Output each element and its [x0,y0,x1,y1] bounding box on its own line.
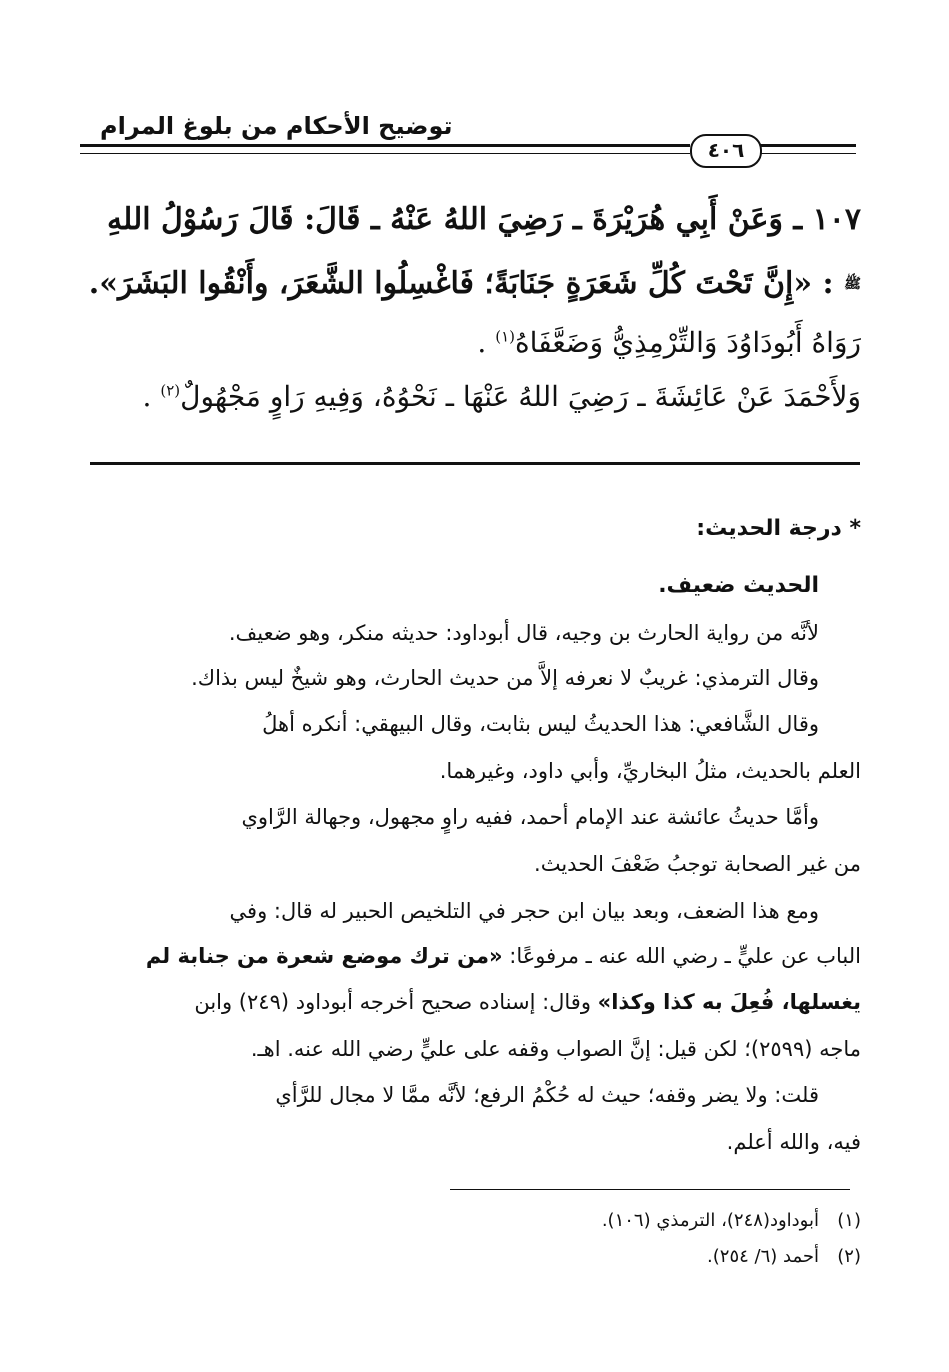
grade-line-3: وقال الشَّافعي: هذا الحديثُ ليس بثابت، وقال البيهقي: أنكره أهلُ [262,712,819,736]
footnote-1-number: (١) [837,1210,861,1231]
grade-line-11: قلت: ولا يضر وقفه؛ حيث له حُكْمُ الرفع؛ لأنَّه ممَّا لا مجال للرَّأي [275,1083,819,1107]
grade-line-8-plain: الباب عن عليٍّ ـ رضي الله عنه ـ مرفوعًا: [502,944,861,968]
grade-line-8-quote: «من ترك موضع شعرة من جنابة لم [145,944,503,968]
hadith-line-1 [107,202,861,237]
header-rule-right-thin [758,153,856,154]
footnote-ref-2: (٢) [160,381,181,400]
grade-line-1: لأنَّه من رواية الحارث بن وجيه، قال أبوداود: حديثه منكر، وهو ضعيف. [228,621,819,645]
footnote-2-text: أحمد (٦/ ٢٥٤). [707,1246,819,1267]
grade-line-9-plain: وقال: إسناده صحيح أخرجه أبوداود (٢٤٩) وابن [194,990,598,1014]
grade-line-10: ماجه (٢٥٩٩)؛ لكن قيل: إنَّ الصواب وقفه على عليٍّ رضي الله عنه. اهـ. [250,1037,861,1061]
grade-line-9-quote: يغسلها، فُعِلَ به كذا وكذا» [597,990,861,1014]
grade-verdict: الحديث ضعيف. [658,573,819,598]
period: . [142,380,161,413]
hadith-dash: ـ [782,202,803,237]
hadith-text-2: : «إِنَّ تَحْتَ كُلِّ شَعَرَةٍ جَنَابَةً؛ فَاغْسِلُوا الشَّعَرَ، وأَنْقُوا البَشَرَ». [88,266,834,301]
header-rule-right [758,144,856,147]
section-divider [90,462,860,465]
grade-heading: * درجة الحديث: [696,516,861,541]
period: . [477,326,496,359]
grade-line-9 [194,990,861,1014]
page-number: ٤٠٦ [690,134,762,168]
footnote-1-text: أبوداود(٢٤٨)، الترمذي (١٠٦). [601,1210,819,1231]
running-title: توضيح الأحكام من بلوغ المرام [100,112,453,140]
hadith-text-4: وَلأَحْمَدَ عَنْ عَائِشَةَ ـ رَضِيَ اللهُ عَنْهَا ـ نَحْوُهُ، وَفِيهِ رَاوٍ مَجْهُولٌ [180,380,861,413]
hadith-number: ١٠٧ [812,202,861,237]
grade-line-4: العلم بالحديث، مثلُ البخاريِّ، وأبي داود، وغيرهما. [439,759,861,783]
hadith-text-1: وَعَنْ أَبِي هُرَيْرَةَ ـ رَضِيَ اللهُ عَنْهُ ـ قَالَ: قَالَ رَسُوْلُ اللهِ [107,202,783,237]
footnote-1 [602,1210,861,1231]
footnote-divider [450,1189,850,1190]
footnote-ref-1: (١) [495,327,516,346]
hadith-text-3: رَوَاهُ أَبُودَاوُدَ وَالتِّرْمِذِيُّ وَضَعَّفَاهُ [515,326,861,359]
header-rule-left [80,144,690,147]
grade-line-6: من غير الصحابة توجبُ ضَعْفَ الحديث. [534,852,861,876]
footnote-2 [707,1246,861,1267]
grade-line-5: وأمَّا حديثُ عائشة عند الإمام أحمد، ففيه راوٍ مجهول، وجهالة الرَّاوي [241,805,819,829]
hadith-line-3 [477,326,861,359]
footnote-2-number: (٢) [837,1246,861,1267]
sallallahu-glyph: ﷺ [844,276,861,292]
grade-line-12: فيه، والله أعلم. [726,1130,861,1154]
header-rule-left-thin [80,153,690,154]
grade-line-2: وقال الترمذي: غريبٌ لا نعرفه إلاَّ من حديث الحارث، وهو شيخٌ ليس بذاك. [191,666,819,690]
grade-line-7: ومع هذا الضعف، وبعد بيان ابن حجر في التلخيص الحبير له قال: وفي [229,899,819,923]
grade-line-8 [146,944,861,968]
hadith-line-4 [143,380,861,413]
hadith-line-2 [89,266,861,301]
